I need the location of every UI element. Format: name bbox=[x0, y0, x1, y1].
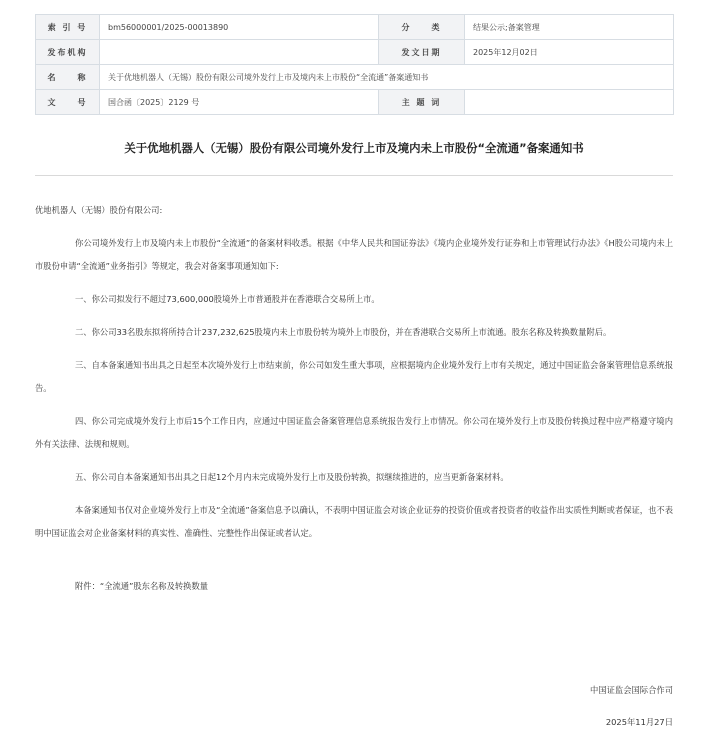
document-metadata-table bbox=[35, 14, 674, 115]
keywords-value bbox=[465, 90, 674, 115]
spacer bbox=[35, 545, 673, 575]
spacer bbox=[35, 278, 673, 288]
signature-date: 2025年11月27日 bbox=[605, 717, 673, 727]
spacer bbox=[35, 456, 673, 466]
paragraph-item-1: 一、你公司拟发行不超过73,600,000股境外上市普通股并在香港联合交易所上市。 bbox=[75, 294, 380, 304]
spacer bbox=[35, 311, 673, 321]
docno-value: 国合函〔2025〕2129 号 bbox=[100, 90, 379, 115]
signature-organization: 中国证监会国际合作司 bbox=[590, 685, 673, 695]
issuer-value bbox=[100, 40, 379, 65]
category-value: 结果公示;备案管理 bbox=[465, 15, 674, 40]
meta-row-issuer bbox=[36, 40, 674, 65]
keywords-label: 主 题 词 bbox=[379, 90, 465, 115]
paragraph-intro: 你公司境外发行上市及境内未上市股份“全流通”的备案材料收悉。根据《中华人民共和国证券法》《境内企业境外发行证券和上市管理试行办法》《H股公司境内未上市股份申请“全流通”业务指引》等规定，我会对备案事项通知如下: bbox=[35, 238, 673, 271]
meta-row-docno bbox=[36, 90, 674, 115]
index-label: 索 引 号 bbox=[36, 15, 100, 40]
name-label: 名 称 bbox=[36, 65, 100, 90]
spacer bbox=[35, 344, 673, 354]
paragraph-item-2: 二、你公司33名股东拟将所持合计237,232,625股境内未上市股份转为境外上市股份，并在香港联合交易所上市流通。股东名称及转换数量附后。 bbox=[75, 327, 612, 337]
paragraph-item-4: 四、你公司完成境外发行上市后15个工作日内，应通过中国证监会备案管理信息系统报告发行上市情况。你公司在境外发行上市及股份转换过程中应严格遵守境内外有关法律、法规和规则。 bbox=[35, 416, 673, 449]
paragraph-item-5: 五、你公司自本备案通知书出具之日起12个月内未完成境外发行上市及股份转换，拟继续推进的，应当更新备案材料。 bbox=[75, 472, 509, 482]
spacer bbox=[35, 222, 673, 232]
paragraph-item-3: 三、自本备案通知书出具之日起至本次境外发行上市结束前，你公司如发生重大事项，应根据境内企业境外发行上市有关规定，通过中国证监会备案管理信息系统报告。 bbox=[35, 360, 673, 393]
paragraph-disclaimer: 本备案通知书仅对企业境外发行上市及“全流通”备案信息予以确认，不表明中国证监会对该企业证券的投资价值或者投资者的收益作出实质性判断或者保证，也不表明中国证监会对企业备案材料的真实性、准确性、完整性作出保证或者认定。 bbox=[35, 505, 673, 538]
spacer bbox=[35, 400, 673, 410]
page-title: 关于优地机器人（无锡）股份有限公司境外发行上市及境内未上市股份“全流通”备案通知书 bbox=[124, 141, 584, 155]
document-body bbox=[35, 199, 673, 598]
name-value: 关于优地机器人（无锡）股份有限公司境外发行上市及境内未上市股份“全流通”备案通知书 bbox=[100, 65, 674, 90]
salutation: 优地机器人（无锡）股份有限公司: bbox=[35, 205, 163, 215]
docno-label: 文 号 bbox=[36, 90, 100, 115]
category-label: 分 类 bbox=[379, 15, 465, 40]
meta-row-name bbox=[36, 65, 674, 90]
issuer-label: 发布机构 bbox=[36, 40, 100, 65]
date-value: 2025年12月02日 bbox=[465, 40, 674, 65]
meta-row-index bbox=[36, 15, 674, 40]
attachment-link[interactable]: 附件：“全流通”股东名称及转换数量 bbox=[75, 581, 209, 591]
index-value: bm56000001/2025-00013890 bbox=[100, 15, 379, 40]
title-divider bbox=[35, 175, 673, 176]
date-label: 发文日期 bbox=[379, 40, 465, 65]
spacer bbox=[35, 489, 673, 499]
